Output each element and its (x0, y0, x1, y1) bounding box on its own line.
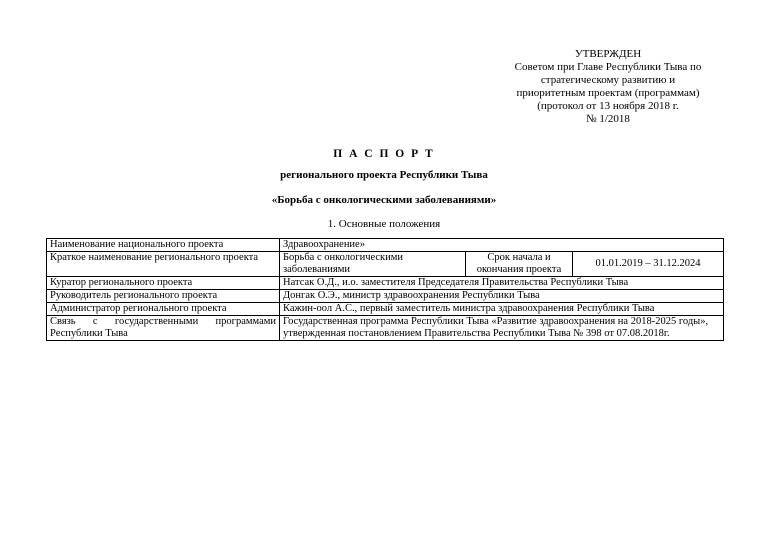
approval-line: УТВЕРЖДЕН (574, 48, 642, 60)
row-label: Краткое наименование регионального проекта (47, 252, 280, 277)
row-value: Здравоохранение» (280, 239, 724, 252)
term-label: Срок начала и окончания проекта (466, 252, 573, 277)
table-row (47, 303, 724, 316)
approval-line: (протокол от 13 ноября 2018 г. (537, 100, 679, 112)
table-row (47, 239, 724, 252)
approval-line: стратегическому развитию и (540, 74, 676, 86)
approval-block (505, 48, 711, 126)
table-row (47, 252, 724, 277)
row-value: Донгак О.Э., министр здравоохранения Республики Тыва (280, 290, 724, 303)
table-row (47, 316, 724, 341)
row-value: Кажин-оол А.С., первый заместитель министра здравоохранения Республики Тыва (280, 303, 724, 316)
row-label-line: Республики Тыва (50, 328, 128, 339)
section-heading: 1. Основные положения (327, 218, 441, 230)
row-label-line: Связь с государственными программами (50, 316, 276, 327)
row-value: Государственная программа Республики Тыва «Развитие здравоохранения на 2018-2025 годы», утвержденная постановлением Правительства Республики Тыва № 398 от 07.08.2018г. (280, 316, 724, 341)
row-label (47, 316, 280, 341)
document-title: П А С П О Р Т (333, 148, 435, 160)
passport-table (46, 238, 724, 341)
row-label: Руководитель регионального проекта (47, 290, 280, 303)
term-value: 01.01.2019 – 31.12.2024 (573, 252, 724, 277)
row-value: Борьба с онкологическими заболеваниями (280, 252, 466, 277)
table-row (47, 290, 724, 303)
approval-line: приоритетным проектам (программам) (516, 87, 700, 99)
project-name: «Борьба с онкологическими заболеваниями» (271, 194, 497, 206)
row-label: Куратор регионального проекта (47, 277, 280, 290)
row-value: Натсак О.Д., и.о. заместителя Председателя Правительства Республики Тыва (280, 277, 724, 290)
document-subtitle: регионального проекта Республики Тыва (280, 169, 488, 181)
approval-line: Советом при Главе Республики Тыва по (514, 61, 702, 73)
table-row (47, 277, 724, 290)
row-label: Наименование национального проекта (47, 239, 280, 252)
approval-line: № 1/2018 (586, 113, 630, 125)
row-label: Администратор регионального проекта (47, 303, 280, 316)
